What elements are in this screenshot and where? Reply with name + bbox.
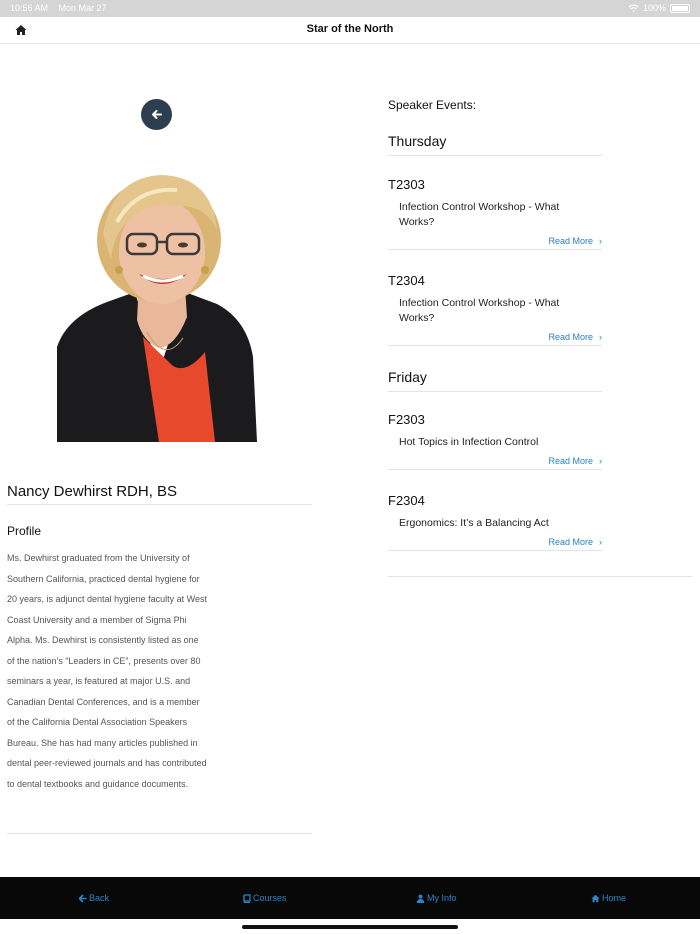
profile-line: Ms. Dewhirst graduated from the University of (7, 553, 190, 563)
tab-label: Courses (253, 893, 287, 903)
home-icon (591, 894, 600, 903)
read-more-label: Read More (548, 332, 593, 342)
user-icon (416, 894, 425, 903)
tab-my-info[interactable] (416, 893, 457, 903)
bottom-tab-bar (0, 877, 700, 919)
chevron-right-icon: › (599, 236, 602, 246)
divider (7, 833, 312, 834)
profile-heading: Profile (7, 524, 42, 538)
event-title: Ergonomics: It’s a Balancing Act (399, 517, 549, 529)
day-heading-thursday: Thursday (388, 133, 602, 156)
tab-label: Home (602, 893, 627, 903)
profile-line: Bureau. She has had many articles published in (7, 737, 198, 748)
event-code: F2303 (388, 412, 425, 427)
home-indicator[interactable] (242, 925, 458, 929)
speaker-name: Nancy Dewhirst RDH, BS (7, 483, 312, 505)
chevron-right-icon: › (599, 456, 602, 466)
profile-line: to dental textbooks and guidance documents. (7, 778, 189, 789)
divider (388, 576, 692, 577)
wifi-icon (628, 4, 639, 13)
chevron-right-icon: › (599, 537, 602, 547)
status-time: 10:56 AM (10, 3, 49, 13)
status-date: Mon Mar 27 (58, 3, 107, 13)
event-item (388, 493, 602, 551)
tab-back[interactable] (78, 893, 109, 903)
event-title: Infection Control Workshop - What Works? (399, 201, 560, 228)
event-title: Hot Topics in Infection Control (399, 436, 539, 448)
book-icon (242, 894, 251, 903)
battery-icon (670, 4, 690, 13)
read-more-link[interactable] (388, 537, 602, 550)
status-right (628, 3, 690, 13)
read-more-link[interactable] (388, 456, 602, 469)
profile-line: of the nation’s “Leaders in CE”, presents over 80 (7, 655, 201, 666)
chevron-right-icon: › (599, 332, 602, 342)
profile-text (7, 548, 232, 794)
speaker-events-heading: Speaker Events: (388, 98, 477, 112)
tab-home[interactable] (591, 893, 626, 903)
profile-line: 20 years, is adjunct dental hygiene faculty at West (7, 594, 207, 604)
event-code: T2303 (388, 177, 425, 192)
event-item (388, 177, 602, 250)
profile-line: Southern California, practiced dental hygiene for (7, 573, 200, 584)
tab-label: My Info (427, 893, 457, 903)
event-item (388, 412, 602, 470)
battery-percent: 100% (642, 3, 666, 13)
event-code: F2304 (388, 493, 425, 508)
profile-line: Coast University and a member of Sigma Phi (7, 614, 187, 625)
read-more-link[interactable] (388, 236, 602, 249)
event-code: T2304 (388, 273, 425, 288)
arrow-left-icon (150, 108, 163, 121)
event-item (388, 273, 602, 346)
read-more-label: Read More (548, 236, 593, 246)
profile-line: Alpha. Ms. Dewhirst is consistently listed as one (7, 635, 199, 645)
read-more-label: Read More (548, 456, 593, 466)
day-heading-friday: Friday (388, 369, 602, 392)
event-title: Infection Control Workshop - What Works? (399, 297, 560, 324)
nav-bar (0, 17, 700, 44)
read-more-link[interactable] (388, 332, 602, 345)
status-bar (0, 0, 700, 17)
speaker-photo (57, 142, 262, 442)
status-left (10, 3, 115, 13)
page-title: Star of the North (306, 23, 394, 35)
tab-label: Back (89, 893, 110, 903)
tab-courses[interactable] (242, 893, 287, 903)
back-button[interactable] (141, 99, 172, 130)
profile-line: dental peer-reviewed journals and has contributed (7, 758, 207, 768)
profile-line: Canadian Dental Conferences, and is a member (7, 696, 200, 707)
profile-line: seminars a year, is featured at major U.S. and (7, 676, 191, 686)
home-indicator-area (0, 919, 700, 934)
read-more-label: Read More (548, 537, 593, 547)
profile-line: of the California Dental Association Speakers (7, 717, 188, 727)
arrow-left-icon (78, 894, 87, 903)
